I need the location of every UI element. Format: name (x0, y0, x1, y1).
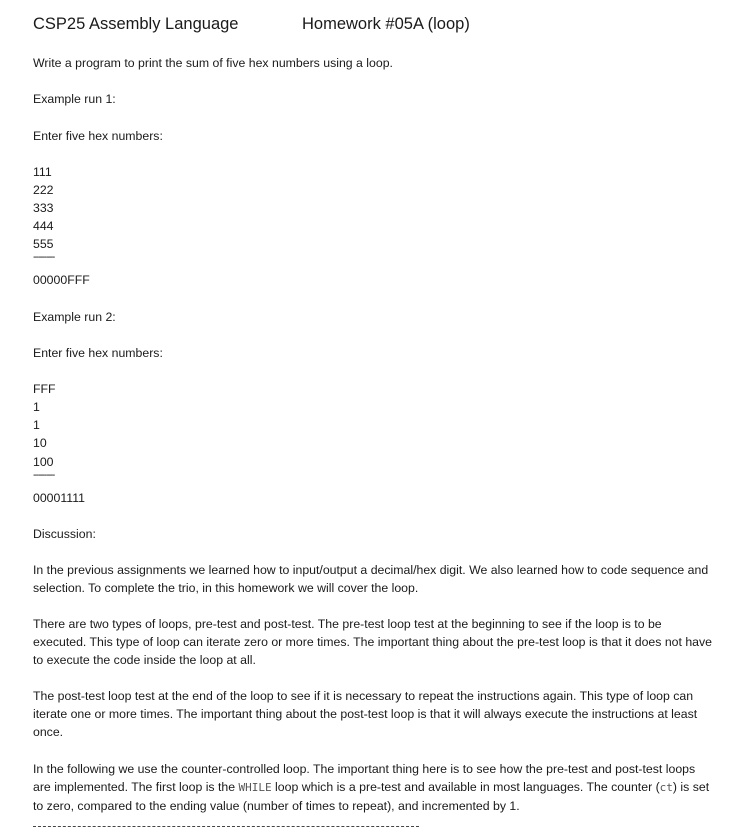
example1-separator: -------- (33, 251, 55, 263)
example1-prompt: Enter five hex numbers: (33, 129, 163, 143)
example2-separator: -------- (33, 469, 55, 481)
paragraph-text: ) is set to zero, compared to the ending value (number of times to repeat), and incremented by 1. (33, 780, 710, 813)
paragraph-text: In the following we use the counter-controlled loop. The important thing here is to see how the pre-test and post-test loops are implemented. The first loop is the (33, 762, 696, 794)
example2-input: 10 (33, 436, 47, 450)
example2-prompt: Enter five hex numbers: (33, 346, 163, 360)
example2-input: 1 (33, 400, 40, 414)
discussion-paragraph (33, 760, 715, 815)
example1-input: 555 (33, 237, 54, 251)
intro-text: Write a program to print the sum of five hex numbers using a loop. (33, 56, 393, 70)
example1-result: 00000FFF (33, 273, 90, 287)
paragraph-text: loop which is a pre-test and available in most languages. The counter ( (271, 780, 660, 794)
discussion-paragraph: There are two types of loops, pre-test and post-test. The pre-test loop test at the beginning to see if the loop is to be executed. This type of loop can iterate zero or more times. The important thing about the pre-test loop is that it does not have to execute the code inside the loop at all. (33, 617, 712, 667)
example2-result: 00001111 (33, 491, 85, 505)
example1-input: 111 (33, 165, 52, 179)
example1-input: 333 (33, 201, 54, 215)
example2-input: 100 (33, 455, 54, 469)
section-divider (33, 826, 419, 827)
discussion-paragraph: In the previous assignments we learned how to input/output a decimal/hex digit. We also learned how to code sequence and selection. To complete the trio, in this homework we will cover the loop. (33, 563, 709, 595)
example2-input: 1 (33, 418, 40, 432)
example2-input: FFF (33, 382, 56, 396)
example2-label: Example run 2: (33, 310, 116, 324)
course-title: CSP25 Assembly Language (33, 15, 239, 33)
code-variable-ct: ct (659, 781, 673, 794)
homework-title: Homework #05A (loop) (302, 15, 470, 33)
example1-label: Example run 1: (33, 92, 116, 106)
code-keyword-while: WHILE (238, 781, 272, 794)
example1-input: 222 (33, 183, 54, 197)
example1-input: 444 (33, 219, 54, 233)
discussion-heading: Discussion: (33, 527, 96, 541)
discussion-paragraph: The post-test loop test at the end of the loop to see if it is necessary to repeat the instructions again. This type of loop can iterate one or more times. The important thing about the post-test loop is that it will always execute the instructions at least once. (33, 689, 698, 739)
